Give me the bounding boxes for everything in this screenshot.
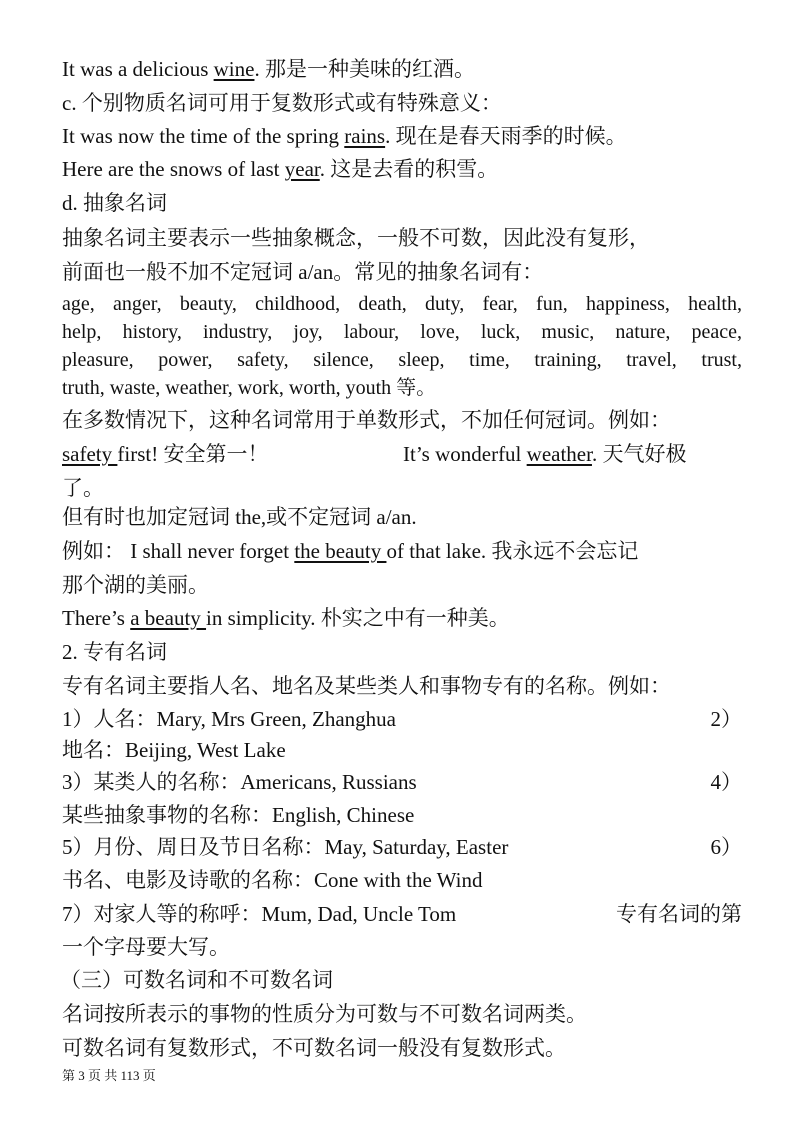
underlined-word: weather [526, 442, 592, 466]
text: 3）某类人的名称：Americans, Russians [62, 770, 417, 794]
underlined-word: safety [62, 442, 118, 466]
word-list-line: truth, waste, weather, work, worth, youth 等。 [62, 377, 437, 399]
text-line: 可数名词有复数形式，不可数名词一般没有复数形式。 [62, 1036, 566, 1060]
word-list-line: age, anger, beauty, childhood, death, duty, fear, fun, happiness, health, [62, 293, 742, 315]
list-item: 书名、电影及诗歌的名称：Cone with the Wind [62, 868, 483, 892]
text: Here are the snows of last [62, 157, 285, 181]
text: in simplicity. 朴实之中有一种美。 [206, 606, 510, 630]
underlined-word: year [284, 157, 320, 181]
underlined-word: rains [344, 124, 386, 148]
list-number: 6） [710, 835, 742, 859]
text: first! 安全第一！ [117, 442, 269, 466]
text-line: 一个字母要大写。 [62, 935, 230, 959]
text-line: 抽象名词主要表示一些抽象概念，一般不可数，因此没有复形， [62, 226, 650, 250]
text-line [62, 539, 742, 563]
text: There’s [62, 606, 131, 630]
list-item: 地名：Beijing, West Lake [62, 738, 286, 762]
section-heading: （三）可数名词和不可数名词 [60, 968, 333, 992]
text: . 现在是春天雨季的时候。 [385, 124, 627, 148]
example-2 [403, 442, 686, 466]
underlined-word: the beauty [294, 539, 387, 563]
list-item: 某些抽象事物的名称：English, Chinese [62, 803, 415, 827]
underlined-word: a beauty [130, 606, 207, 630]
text-line [62, 157, 742, 181]
underlined-word: wine [213, 57, 255, 81]
list-item [62, 707, 742, 731]
page-footer: 第 3 页 共 113 页 [62, 1068, 156, 1083]
text-line: 专有名词主要指人名、地名及某些类人和事物专有的名称。例如： [62, 674, 671, 698]
text-line: 前面也一般不加不定冠词 a/an。常见的抽象名词有： [62, 260, 544, 284]
text: . 那是一种美味的红酒。 [254, 57, 475, 81]
list-number: 4） [710, 770, 742, 794]
text-line: 那个湖的美丽。 [62, 573, 209, 597]
text-line: 了。 [62, 476, 104, 500]
word-list-line: help, history, industry, joy, labour, love, luck, music, nature, peace, [62, 321, 742, 343]
list-item [62, 770, 742, 794]
text-line: c. 个别物质名词可用于复数形式或有特殊意义： [62, 91, 502, 115]
text-line: 但有时也加定冠词 the,或不定冠词 a/an. [62, 505, 417, 529]
text-line [62, 124, 742, 148]
word-list-line: pleasure, power, safety, silence, sleep, time, training, travel, trust, [62, 349, 742, 371]
text-line: 名词按所表示的事物的性质分为可数与不可数名词两类。 [62, 1002, 587, 1026]
text: of that lake. 我永远不会忘记 [386, 539, 639, 563]
section-heading: d. 抽象名词 [62, 191, 167, 215]
text-line [62, 606, 742, 630]
text: It was a delicious [62, 57, 214, 81]
list-number: 2） [710, 707, 742, 731]
text: 1）人名：Mary, Mrs Green, Zhanghua [62, 707, 396, 731]
list-item [62, 902, 742, 926]
text: 专有名词的第 [616, 902, 742, 926]
section-heading: 2. 专有名词 [62, 640, 167, 664]
text: 7）对家人等的称呼：Mum, Dad, Uncle Tom [62, 902, 457, 926]
text: 5）月份、周日及节日名称：May, Saturday, Easter [62, 835, 509, 859]
text-line [62, 442, 742, 466]
list-item [62, 835, 742, 859]
text: 例如： I shall never forget [62, 539, 295, 563]
text: . 这是去看的积雪。 [319, 157, 499, 181]
text: It was now the time of the spring [62, 124, 345, 148]
text: It’s wonderful [403, 442, 527, 466]
text: . 天气好极 [591, 442, 687, 466]
text-line: 在多数情况下，这种名词常用于单数形式，不加任何冠词。例如： [62, 408, 671, 432]
text-line [62, 57, 742, 81]
